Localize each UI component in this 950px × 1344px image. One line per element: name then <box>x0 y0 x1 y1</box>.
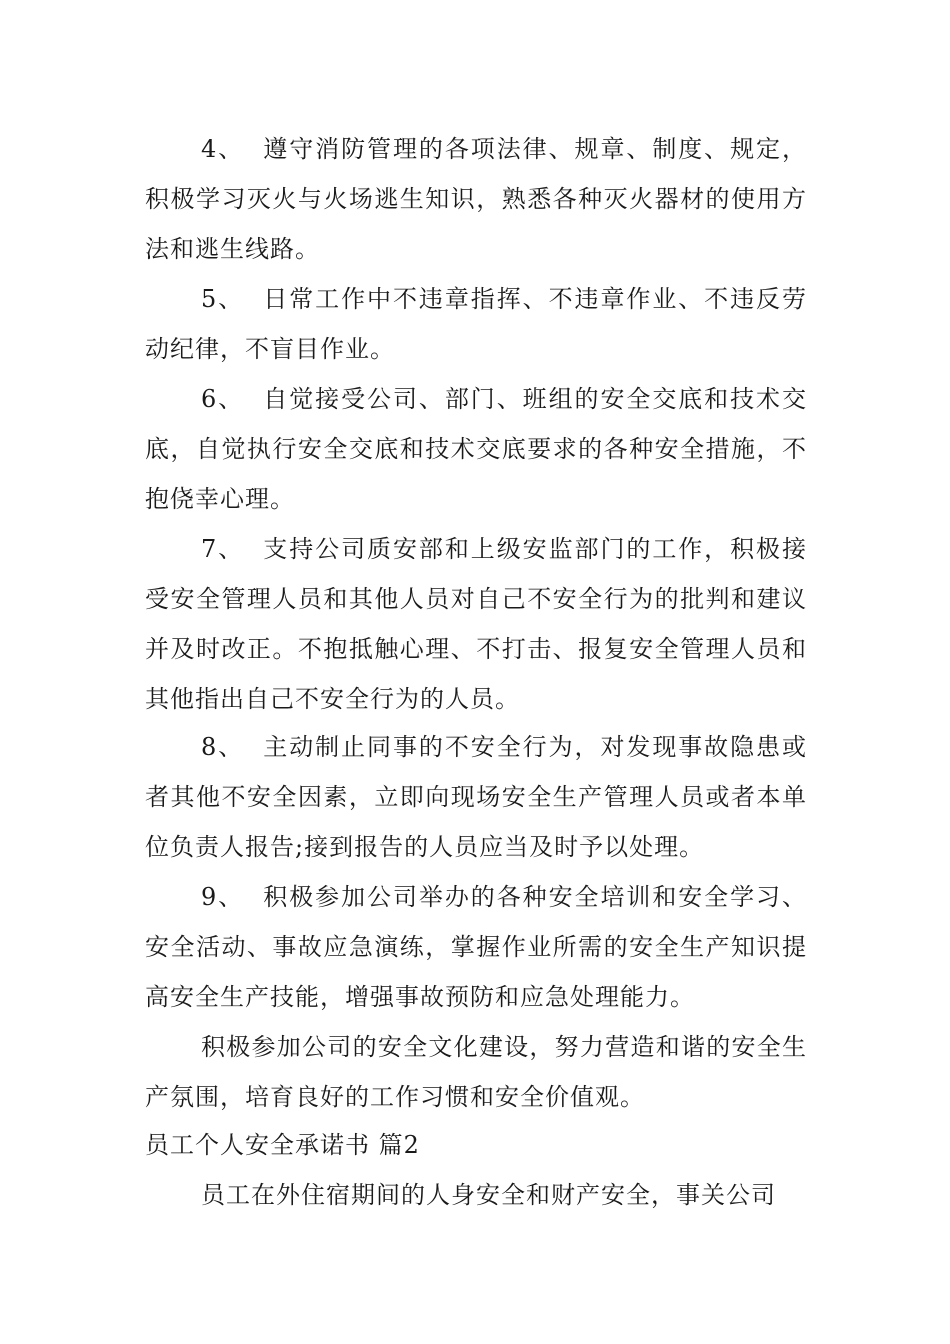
item-number: 8、 <box>201 733 245 761</box>
section-title: 员工个人安全承诺书 篇2 <box>145 1131 420 1159</box>
section-intro-paragraph <box>145 1170 807 1220</box>
section-heading <box>145 1120 807 1170</box>
item-number: 4、 <box>201 135 245 163</box>
item-number: 7、 <box>201 535 245 563</box>
item-number: 9、 <box>201 883 245 911</box>
paragraph-7 <box>145 524 807 724</box>
item-text: 自觉接受公司、部门、班组的安全交底和技术交底，自觉执行安全交底和技术交底要求的各种安全措施，不抱侥幸心理。 <box>145 385 807 513</box>
item-text: 积极参加公司举办的各种安全培训和安全学习、安全活动、事故应急演练，掌握作业所需的安全生产知识提高安全生产技能，增强事故预防和应急处理能力。 <box>145 883 807 1011</box>
item-text: 日常工作中不违章指挥、不违章作业、不违反劳动纪律，不盲目作业。 <box>145 285 807 363</box>
paragraph-4 <box>145 124 807 274</box>
item-text: 遵守消防管理的各项法律、规章、制度、规定，积极学习灭火与火场逃生知识，熟悉各种灭火器材的使用方法和逃生线路。 <box>145 135 807 263</box>
closing-text: 积极参加公司的安全文化建设，努力营造和谐的安全生产氛围，培育良好的工作习惯和安全价值观。 <box>145 1033 807 1111</box>
closing-paragraph <box>145 1022 807 1122</box>
item-number: 5、 <box>201 285 245 313</box>
paragraph-5 <box>145 274 807 374</box>
paragraph-9 <box>145 872 807 1022</box>
section-intro-text: 员工在外住宿期间的人身安全和财产安全，事关公司 <box>201 1181 776 1209</box>
paragraph-8 <box>145 722 807 872</box>
item-text: 支持公司质安部和上级安监部门的工作，积极接受安全管理人员和其他人员对自己不安全行为的批判和建议并及时改正。不抱抵触心理、不打击、报复安全管理人员和其他指出自己不安全行为的人员。 <box>145 535 807 713</box>
paragraph-6 <box>145 374 807 524</box>
item-text: 主动制止同事的不安全行为，对发现事故隐患或者其他不安全因素，立即向现场安全生产管理人员或者本单位负责人报告;接到报告的人员应当及时予以处理。 <box>145 733 807 861</box>
item-number: 6、 <box>201 385 245 413</box>
